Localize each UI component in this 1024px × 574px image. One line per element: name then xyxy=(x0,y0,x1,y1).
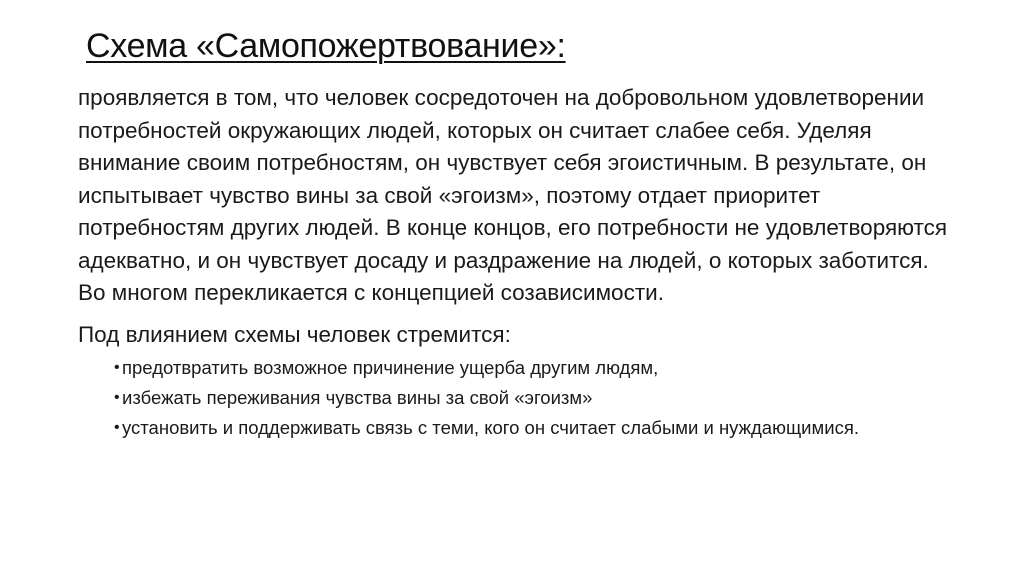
description-paragraph: проявляется в том, что человек сосредоточен на добровольном удовлетворении потребностей окружающих людей, которых он считает слабее себя. Уделяя внимание своим потребностям, он чувствует себя эгоистичным. В результате, он испытывает чувство вины за свой «эгоизм», поэтому отдает приоритет потребностям других людей. В конце концов, его потребности не удовлетворяются адекватно, и он чувствует досаду и раздражение на людей, о которых заботится. Во многом перекликается с концепцией созависимости. xyxy=(78,85,948,305)
bullets-lead: Под влиянием схемы человек стремится: xyxy=(78,321,511,347)
bullet-dot-icon: • xyxy=(114,388,120,406)
slide-title: Схема «Самопожертвование»: xyxy=(86,27,566,65)
bullet-item xyxy=(78,415,922,441)
bullet-text: предотвратить возможное причинение ущерба другим людям, xyxy=(122,356,659,378)
bullet-text: избежать переживания чувства вины за свой «эгоизм» xyxy=(122,386,593,408)
bullet-text: установить и поддерживать связь с теми, кого он считает слабыми и нуждающимися. xyxy=(122,416,859,438)
bullet-dot-icon: • xyxy=(114,418,120,436)
bullet-item xyxy=(78,385,922,411)
bullet-list xyxy=(78,355,958,441)
bullet-item xyxy=(78,355,922,381)
bullet-dot-icon: • xyxy=(114,358,120,376)
slide-body xyxy=(78,82,958,445)
